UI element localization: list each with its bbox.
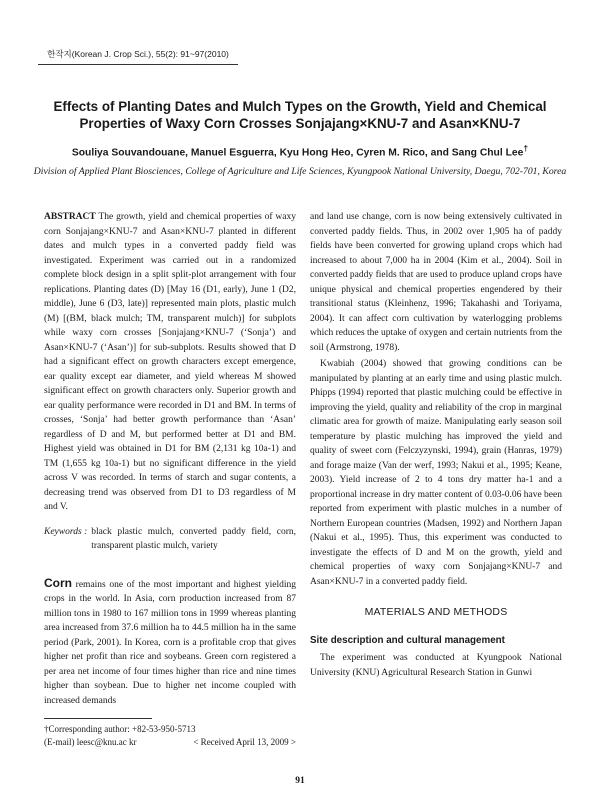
footnote: [44, 723, 296, 749]
keywords: [44, 525, 296, 554]
abstract-text: The growth, yield and chemical properties of waxy corn Sonjajang×KNU-7 and Asan×KNU-7 planted in different dates and mulch types in a converted paddy field was investigated. Experiment was carried out in a randomized complete block design in a split split-plot arrangement with four replications. Planting dates (D) [May 16 (D1, early), June 1 (D2, middle), June 6 (D3, late)] represented main plots, plastic mulch (M) [(BM, black mulch; TM, transparent mulch)] for subplots while waxy corn crosses [Sonjajang×KNU-7 (‘Sonja’) and Asan×KNU-7 (‘Asan’)] for sub-subplots. Results showed that D had a significant effect on growth characters except emergence, ear quality except ear diameter, and yield whereas M showed significant effect on growth characters only. Superior growth and ear quality performance were recorded in D1 and BM. In terms of crosses, ‘Sonja’ had better growth performance than ‘Asan’ regardless of D and M, but performed better at D1 and BM. Highest yield was obtained in D1 for BM (2,131 kg 10a-1) and TM (1,655 kg 10a-1) but no significant difference in the yield across V was recorded. In terms of starch and sugar contents, a decreasing trend was observed from D1 to D3 regardless of M and V.: [44, 212, 296, 512]
section-heading: MATERIALS AND METHODS: [364, 606, 508, 618]
received-date: < Received April 13, 2009 >: [193, 737, 296, 747]
keywords-label: Keywords :: [44, 526, 88, 537]
intro-first-word: Corn: [44, 575, 72, 590]
intro-text: remains one of the most important and highest yielding crops in the world. In Asia, corn production increased from 87 million tons in 1980 to 167 million tons in 1999 whereas planting area increased from 37.6 million ha to 44.5 million ha in the same period (Park, 2001). In Korea, corn is a profitable crop that gives higher net profit than rice and soybeans. Green corn registered a per area net income of four times higher than rice and nine times higher than soybean. Due to higher net income coupled with increased demands: [44, 579, 296, 706]
affiliation-block: [30, 161, 570, 178]
journal-citation: 한작지(Korean J. Crop Sci.), 55(2): 91~97(2010): [38, 48, 238, 65]
page-number: 91: [295, 776, 305, 786]
footnote-divider: [44, 718, 152, 719]
paper-title-line1: Effects of Planting Dates and Mulch Types on the Growth, Yield and Chemical: [53, 99, 547, 114]
affiliation: Division of Applied Plant Biosciences, College of Agriculture and Life Sciences, Kyungpook National University, Daegu, 702-701, Korea: [33, 166, 567, 177]
body-paragraph: and land use change, corn is now being extensively cultivated in converted paddy fields. Thus, in 2002 over 1,905 ha of paddy fields have been converted for growing upland crops which had increased to about 7,000 ha in 2004 (Kim et al., 2004). Soil in converted paddy fields that are used to produce upland crops have unique physical and chemical properties engendered by their transitional status (Kleinhenz, 1996; Takahashi and Toriyama, 2004). It can affect corn cultivation by waterlogging problems which reduces the uptake of oxygen and certain nutrients from the soil (Armstrong, 1978).: [310, 212, 562, 353]
paper-title-line2: Properties of Waxy Corn Crosses Sonjajang×KNU-7 and Asan×KNU-7: [79, 116, 521, 131]
title-block: [30, 98, 570, 158]
intro-paragraph: [44, 576, 296, 709]
paper-title: [30, 98, 570, 132]
body-paragraph: Kwabiah (2004) showed that growing conditions can be manipulated by planting at an early time and using plastic mulch. Phipps (1994) reported that plastic mulching could be effective in improving the yield, quality and reliability of the crop in marginal climatic area for growth of maize. Manipulating early season soil temperature by plastic mulching has improved the yield and quality of sweet corn (Felczyzynski, 1994), grain (Hanras, 1979) and forage maize (Van der werf, 1993; Nakui et al., 1995; Keane, 2003). Yield increase of 2 to 4 tons dry matter ha-1 and a proportional increase in dry matter content of 0.03-0.06 have been reported from experiment with plastic mulches in a number of Northern European countries (Madsen, 1992) and Northern Japan (Nakui et al., 1995). Thus, this experiment was conducted to investigate the effects of D and M on the growth, yield and chemical properties of waxy corn Sonjajang×KNU-7 and Asan×KNU-7 in a converted paddy field.: [310, 359, 562, 587]
left-column: [44, 210, 296, 708]
journal-header: [38, 48, 238, 65]
abstract: [44, 210, 296, 515]
author-email: (E-mail) leesc@knu.ac kr: [44, 737, 137, 747]
body-paragraph: The experiment was conducted at Kyungpook National University (KNU) Agricultural Research Station in Gunwi: [310, 653, 562, 678]
corresponding-mark: †: [523, 143, 529, 153]
author-list: Souliya Souvandouane, Manuel Esguerra, Kyu Hong Heo, Cyren M. Rico, and Sang Chul Lee: [71, 147, 524, 159]
right-column: [310, 210, 562, 680]
subsection-heading: Site description and cultural management: [310, 634, 505, 646]
abstract-label: ABSTRACT: [44, 212, 96, 222]
corresponding-author: †Corresponding author: +82-53-950-5713: [44, 724, 196, 734]
authors: [30, 143, 570, 158]
keywords-text: black plastic mulch, converted paddy field, corn, transparent plastic mulch, variety: [91, 526, 296, 551]
